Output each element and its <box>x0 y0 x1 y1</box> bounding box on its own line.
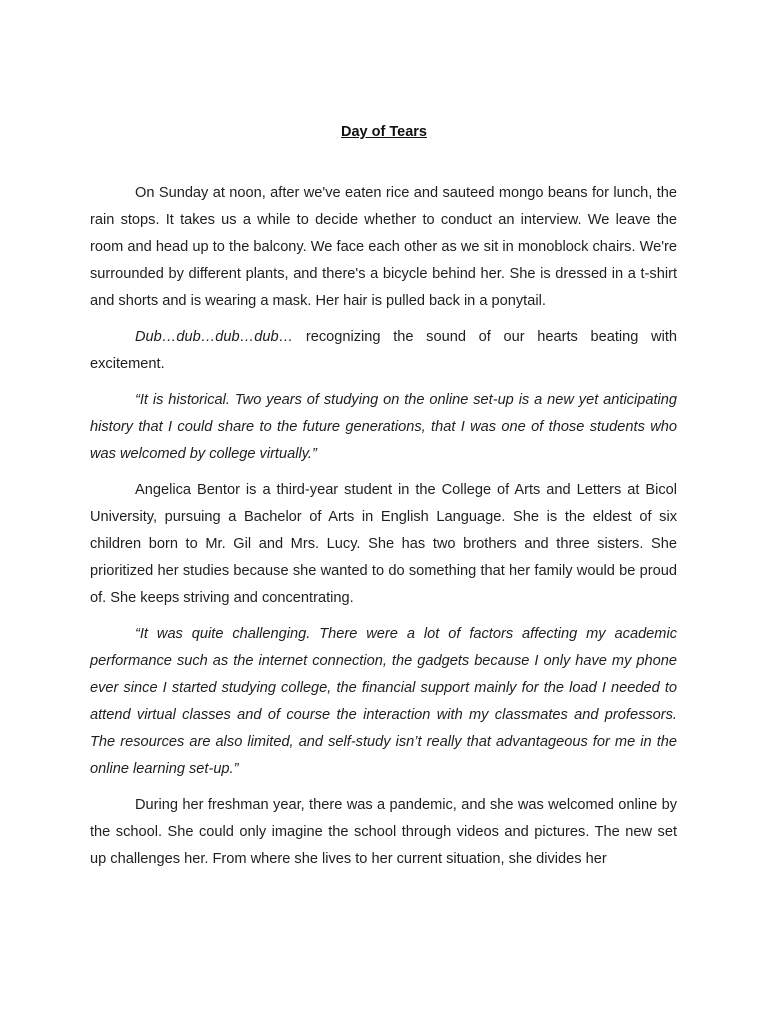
paragraph-freshman-year: During her freshman year, there was a pandemic, and she was welcomed online by the school. She could only imagine the school through videos and pictures. The new set up challenges her. From where she lives to her current situation, she divides her <box>90 797 677 867</box>
quote-historical: “It is historical. Two years of studying on the online set-up is a new yet anticipating history that I could share to the future generations, that I was one of those students who was welcomed by college virtually.” <box>90 392 677 462</box>
paragraph-interview-setting: On Sunday at noon, after we've eaten rice and sauteed mongo beans for lunch, the rain stops. It takes us a while to decide whether to conduct an interview. We leave the room and head up to the balcony. We face each other as we sit in monoblock chairs. We're surrounded by different plants, and there's a bicycle behind her. She is dressed in a t-shirt and shorts and is wearing a mask. Her hair is pulled back in a ponytail. <box>90 185 677 309</box>
heartbeat-onomatopoeia: Dub…dub…dub…dub… <box>135 329 294 345</box>
paragraph-angelica-bio: Angelica Bentor is a third-year student in the College of Arts and Letters at Bicol University, pursuing a Bachelor of Arts in English Language. She is the eldest of six children born to Mr. Gil and Mrs. Lucy. She has two brothers and three sisters. She prioritized her studies because she wanted to do something that her family would be proud of. She keeps striving and concentrating. <box>90 482 677 606</box>
heartbeat-text: recognizing the sound of our hearts beating with excitement. <box>90 329 677 372</box>
quote-challenging: “It was quite challenging. There were a lot of factors affecting my academic performance such as the internet connection, the gadgets because I only have my phone ever since I started studying college, the financial support mainly for the load I needed to attend virtual classes and of course the interaction with my classmates and professors. The resources are also limited, and self-study isn’t really that advantageous for me in the online learning set-up.” <box>90 626 677 777</box>
paragraph-heartbeat <box>90 324 677 378</box>
document-title: Day of Tears <box>341 124 427 140</box>
document-body <box>90 180 677 882</box>
